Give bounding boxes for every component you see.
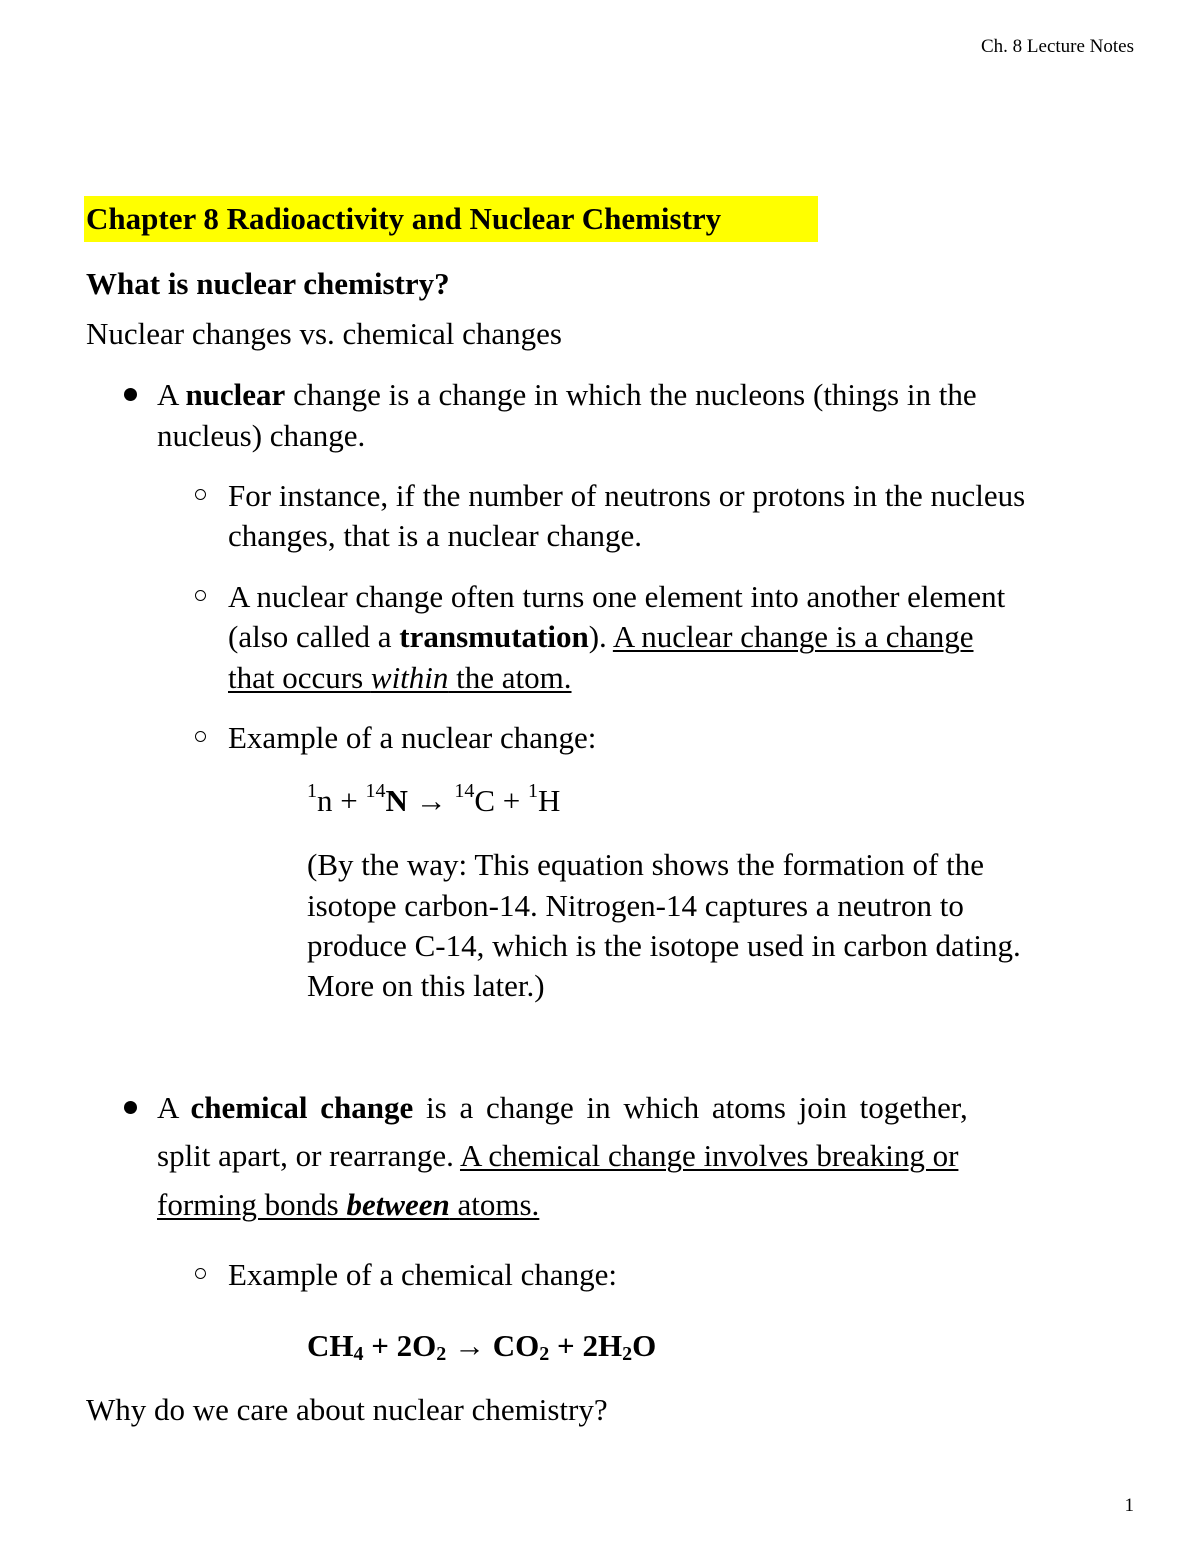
- chemical-bullet-line2: split apart, or rearrange. A chemical change involves breaking or: [157, 1138, 959, 1173]
- note-line3: produce C-14, which is the isotope used in carbon dating.: [307, 928, 1021, 963]
- page-number: 1: [1124, 1495, 1134, 1516]
- nuclear-sub3: Example of a nuclear change:: [228, 720, 597, 755]
- chemical-equation: $CH_4 + 2O_2 \to CO_2 + 2H_2O$: [307, 1328, 657, 1365]
- nuclear-bullet-line1: A nuclear change is a change in which the nucleons (things in the: [157, 377, 977, 412]
- bullet-icon: [124, 1101, 137, 1114]
- closing-question: Why do we care about nuclear chemistry?: [86, 1392, 608, 1427]
- sub-bullet-circle-icon: [195, 1268, 206, 1279]
- nuclear-sub2-line2: (also called a transmutation). A nuclear change is a change: [228, 619, 974, 654]
- nuclear-sub1-line2: changes, that is a nuclear change.: [228, 518, 643, 553]
- nuclear-equation: $^1$n + $^{14}$N → $^{14}$C + $^1$H: [307, 780, 561, 818]
- chemical-bullet-line1: A chemical change is a change in which atoms join together,: [157, 1090, 968, 1125]
- nuclear-sub1-line1: For instance, if the number of neutrons or protons in the nucleus: [228, 478, 1026, 513]
- bullet-icon: [124, 388, 137, 401]
- section-heading: What is nuclear chemistry?: [86, 266, 450, 301]
- nuclear-bullet-line2: nucleus) change.: [157, 418, 366, 453]
- sub-bullet-circle-icon: [195, 731, 206, 742]
- chemical-bullet-line3: forming bonds between atoms.: [157, 1187, 540, 1222]
- sub-bullet-circle-icon: [195, 590, 206, 601]
- note-line1: (By the way: This equation shows the formation of the: [307, 847, 985, 882]
- chapter-title: Chapter 8 Radioactivity and Nuclear Chemistry: [84, 196, 818, 242]
- running-header: Ch. 8 Lecture Notes: [980, 36, 1134, 57]
- nuclear-sub2-line3: that occurs within the atom.: [228, 660, 572, 695]
- note-line2: isotope carbon-14. Nitrogen-14 captures a neutron to: [307, 888, 964, 923]
- section-subheading: Nuclear changes vs. chemical changes: [86, 316, 562, 351]
- nuclear-sub2-line1: A nuclear change often turns one element into another element: [228, 579, 1006, 614]
- chemical-sub1: Example of a chemical change:: [228, 1257, 618, 1292]
- note-line4: More on this later.): [307, 968, 545, 1003]
- sub-bullet-circle-icon: [195, 489, 206, 500]
